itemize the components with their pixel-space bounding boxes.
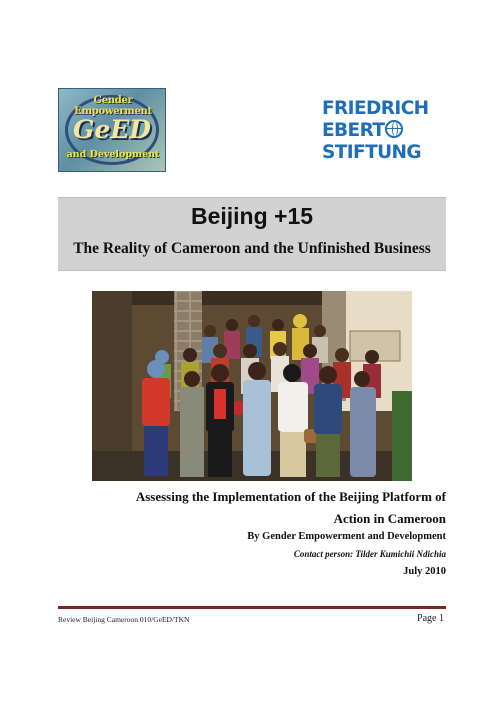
date-line: July 2010	[403, 566, 446, 577]
fes-logo-line3: STIFTUNG	[322, 142, 421, 163]
document-subtitle: The Reality of Cameroon and the Unfinished Business	[73, 240, 431, 257]
document-title: Beijing +15	[190, 203, 314, 229]
group-photo-illustration	[92, 291, 412, 481]
globe-icon	[385, 120, 403, 138]
footer-reference: Review Beijing Cameroon 010/GeED/TKN	[58, 615, 190, 624]
footer-rule	[58, 606, 446, 609]
page-number: Page 1	[417, 613, 444, 624]
fes-logo-line2-wrap	[322, 120, 432, 142]
geed-logo-top-text: Gender Empowerment	[74, 95, 152, 117]
author-line: By Gender Empowerment and Development	[247, 531, 446, 542]
fes-logo	[322, 98, 432, 174]
geed-logo	[58, 88, 166, 172]
geed-logo-main-text: GeED	[73, 115, 151, 144]
fes-logo-line2: EBERT	[322, 120, 385, 141]
fes-logo-line1: FRIEDRICH	[322, 98, 429, 119]
geed-logo-bottom-text: and Development	[66, 149, 160, 160]
contact-line: Contact person: Tilder Kumichii Ndichia	[293, 549, 446, 559]
assessment-line-1: Assessing the Implementation of the Beijing Platform of	[135, 489, 446, 504]
assessment-line-2: Action in Cameroon	[333, 511, 446, 526]
group-photo	[92, 291, 412, 481]
title-band	[58, 197, 446, 271]
